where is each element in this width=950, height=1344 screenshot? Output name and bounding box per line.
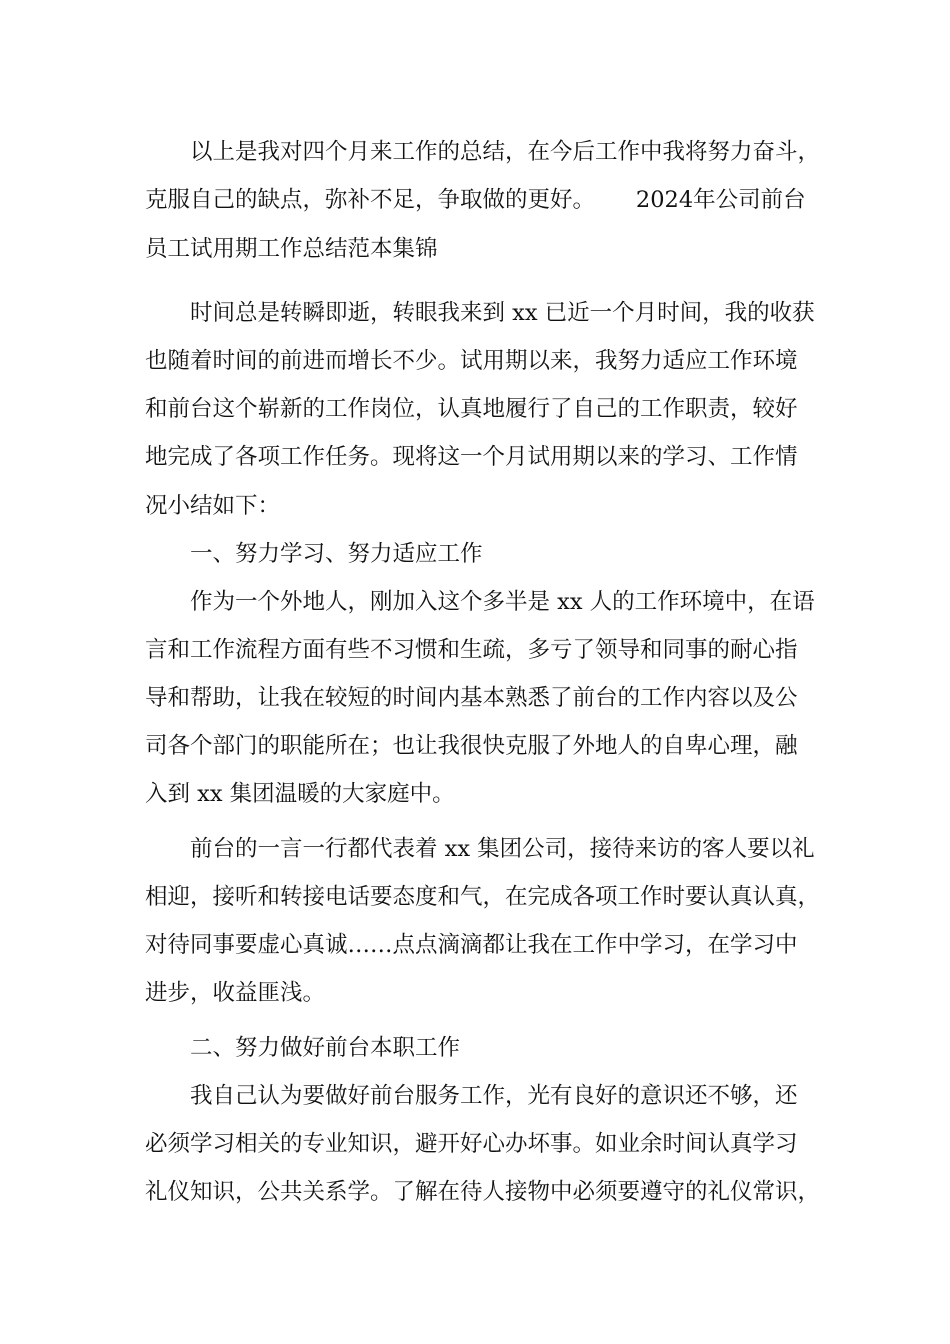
text-line: 地完成了各项工作任务。现将这一个月试用期以来的学习、工作情 bbox=[145, 444, 798, 470]
text-line: 时间总是转瞬即逝，转眼我来到 xx 已近一个月时间，我的收获 bbox=[190, 300, 815, 326]
text-line: 言和工作流程方面有些不习惯和生疏，多亏了领导和同事的耐心指 bbox=[145, 637, 798, 663]
text-line: 我自己认为要做好前台服务工作，光有良好的意识还不够，还 bbox=[190, 1083, 798, 1109]
text-line: 员工试用期工作总结范本集锦 bbox=[145, 236, 438, 262]
text-line: 相迎，接听和转接电话要态度和气，在完成各项工作时要认真认真， bbox=[145, 884, 821, 910]
text-line: 克服自己的缺点，弥补不足，争取做的更好。 2024年公司前台 bbox=[145, 187, 806, 213]
section-heading: 一、努力学习、努力适应工作 bbox=[190, 541, 483, 567]
text-line: 导和帮助，让我在较短的时间内基本熟悉了前台的工作内容以及公 bbox=[145, 685, 798, 711]
text-line: 前台的一言一行都代表着 xx 集团公司，接待来访的客人要以礼 bbox=[190, 836, 815, 862]
text-line: 司各个部门的职能所在；也让我很快克服了外地人的自卑心理，融 bbox=[145, 733, 798, 759]
text-line: 和前台这个崭新的工作岗位，认真地履行了自己的工作职责，较好 bbox=[145, 396, 798, 422]
text-line: 进步，收益匪浅。 bbox=[145, 980, 326, 1006]
text-line: 以上是我对四个月来工作的总结，在今后工作中我将努力奋斗， bbox=[190, 139, 821, 165]
text-line: 礼仪知识，公共关系学。了解在待人接物中必须要遵守的礼仪常识， bbox=[145, 1179, 821, 1205]
text-line: 入到 xx 集团温暖的大家庭中。 bbox=[145, 781, 455, 807]
text-line: 对待同事要虚心真诚……点点滴滴都让我在工作中学习，在学习中 bbox=[145, 932, 798, 958]
text-line: 也随着时间的前进而增长不少。试用期以来，我努力适应工作环境 bbox=[145, 348, 798, 374]
text-line: 况小结如下： bbox=[145, 493, 281, 519]
text-line: 必须学习相关的专业知识，避开好心办坏事。如业余时间认真学习 bbox=[145, 1131, 798, 1157]
text-line: 作为一个外地人，刚加入这个多半是 xx 人的工作环境中，在语 bbox=[190, 589, 815, 615]
section-heading: 二、努力做好前台本职工作 bbox=[190, 1035, 461, 1061]
